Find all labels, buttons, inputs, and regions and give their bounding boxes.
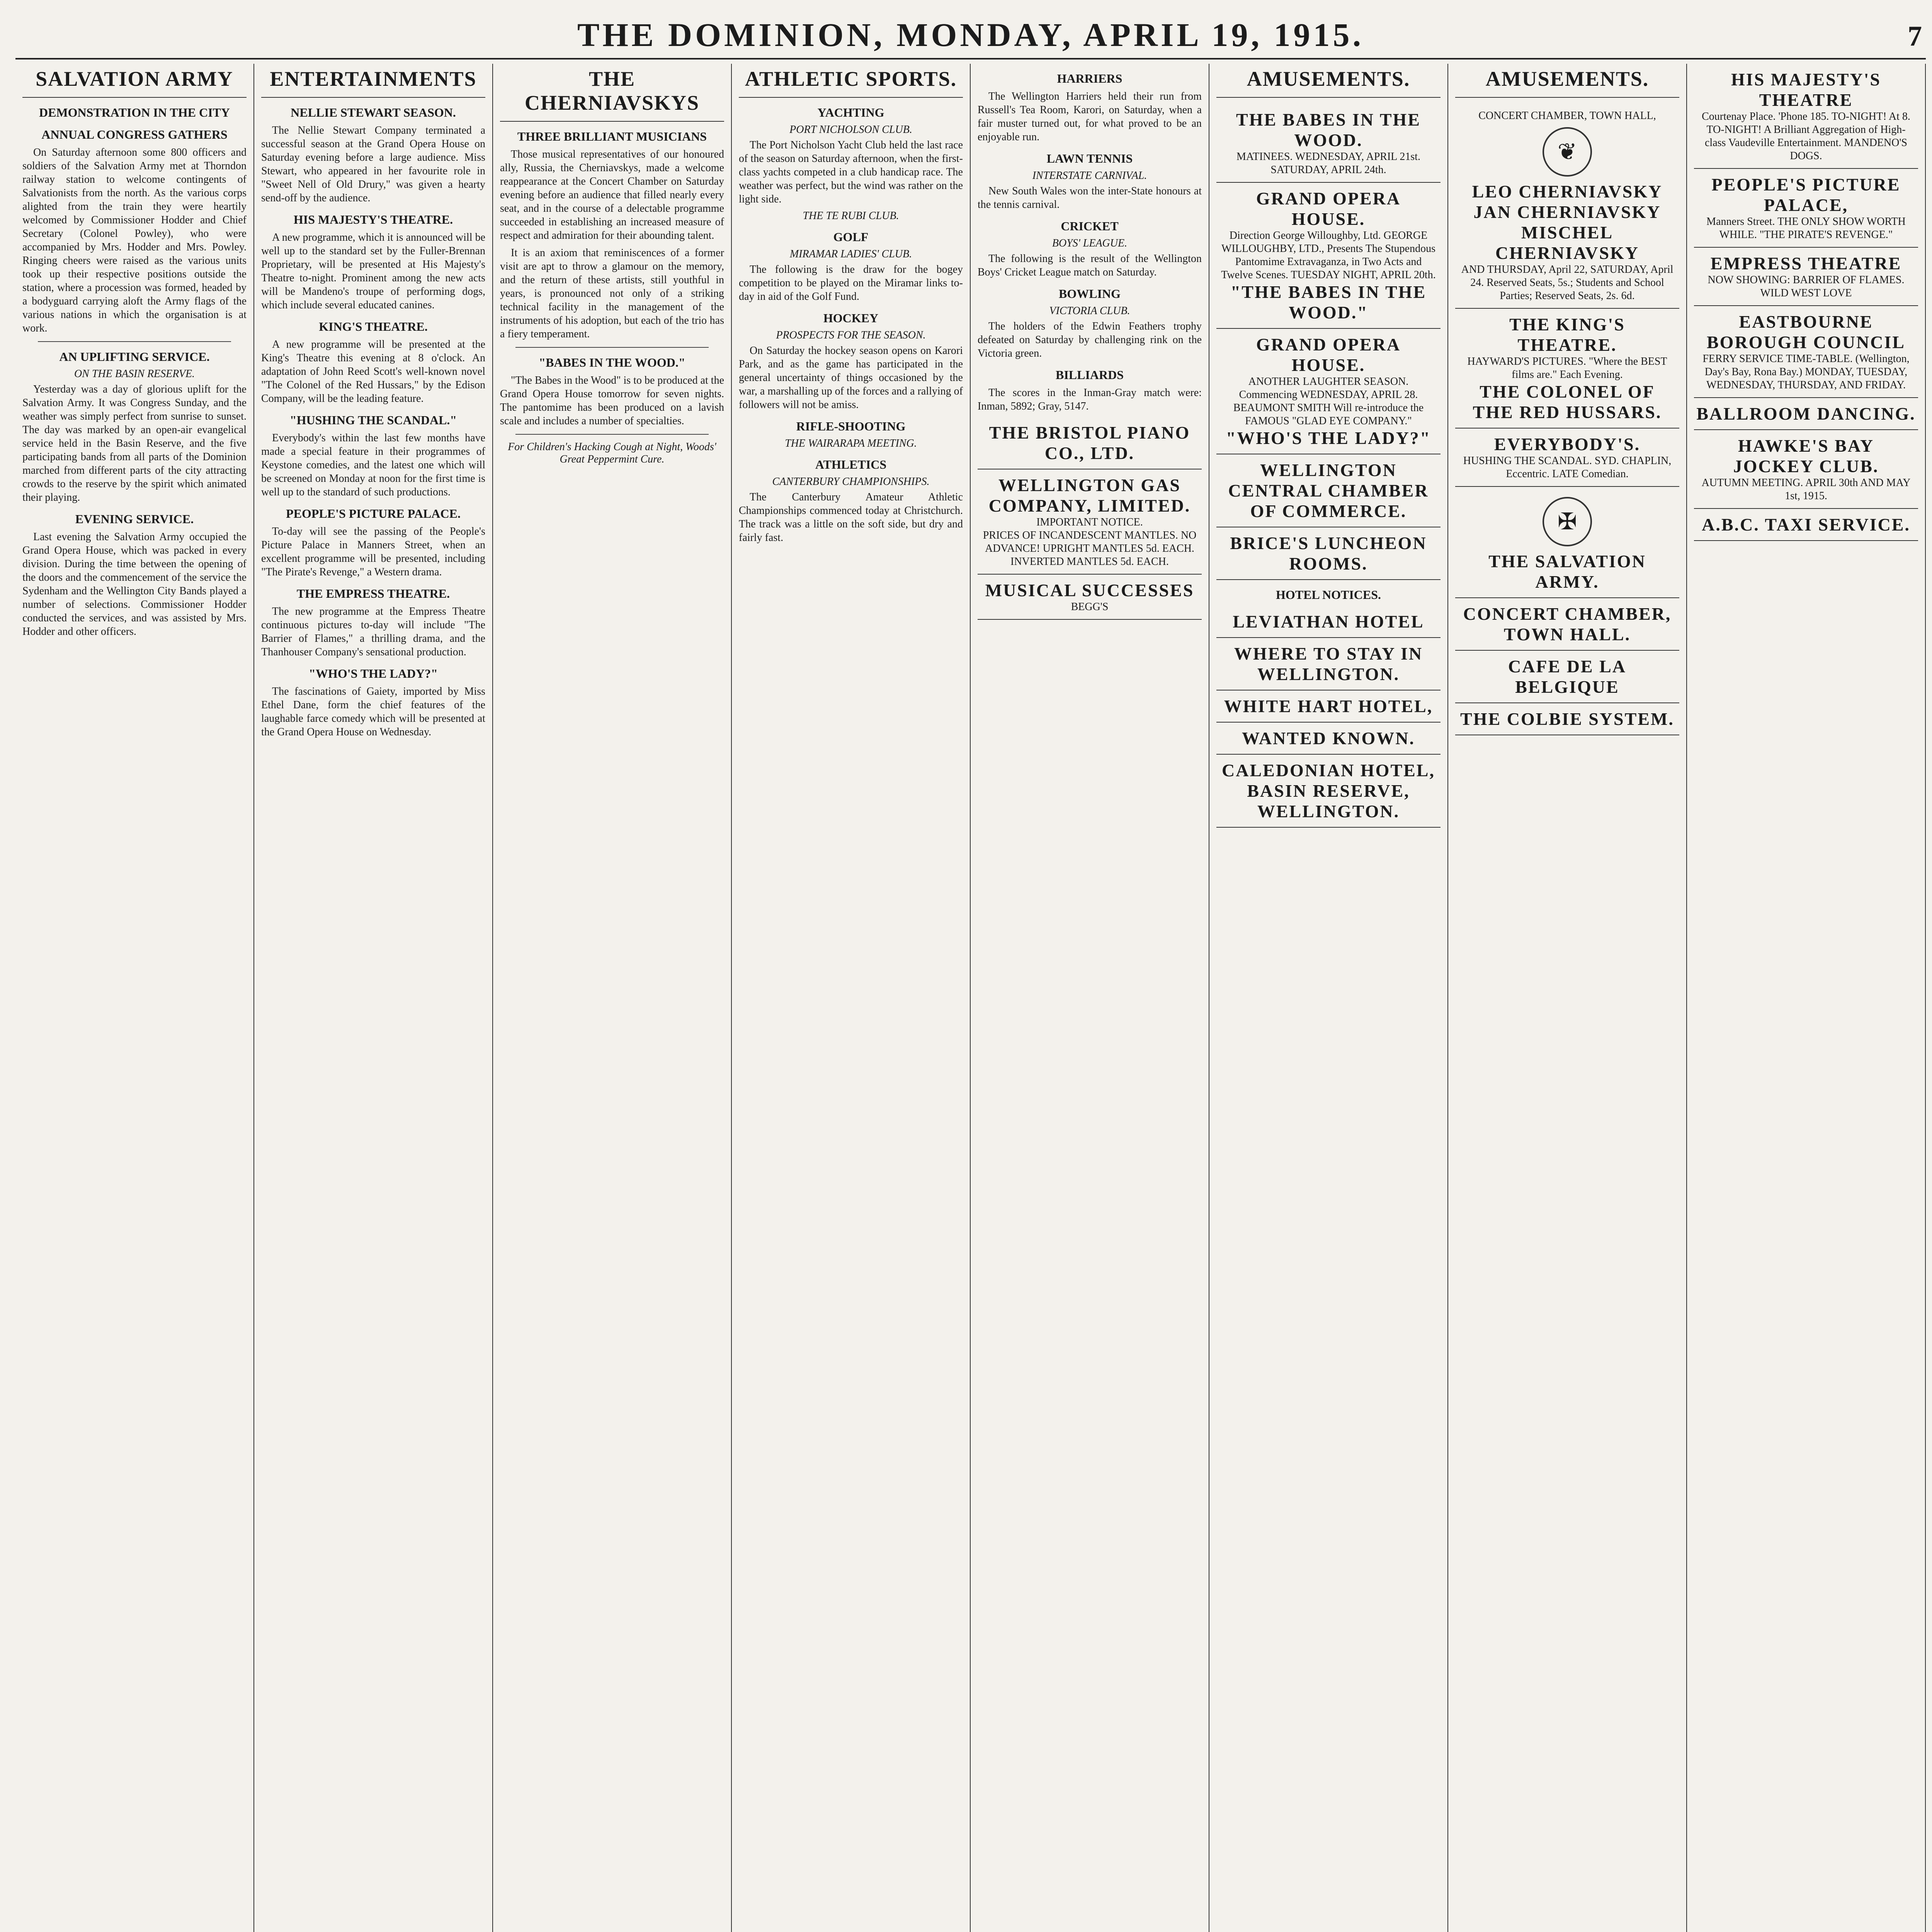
- advert-body: AND THURSDAY, April 22, SATURDAY, April 24. Reserved Seats, 5s.; Students and School Parties; Reserved Seats, 2s. 6d.: [1461, 264, 1673, 302]
- column-cherniavskys: [493, 64, 732, 1932]
- column-salvation-army: [15, 64, 254, 1932]
- subheading: NELLIE STEWART SEASON.: [291, 105, 456, 119]
- advert: [1455, 651, 1679, 703]
- subheading: BILLIARDS: [1055, 368, 1124, 382]
- article-paragraph: To-day will see the passing of the People's Picture Palace in Manners Street, when an excellent programme will be presented, including "The Pirate's Revenge," a Western drama.: [261, 526, 485, 578]
- subheading: PORT NICHOLSON CLUB.: [789, 124, 912, 136]
- advert-body: Courtenay Place. 'Phone 185. TO-NIGHT! At 8. TO-NIGHT! A Brilliant Aggregation of High-class Vaudeville Entertainment. MANDENO'S DOGS.: [1702, 111, 1910, 162]
- advert: [1216, 638, 1440, 690]
- column-sports-continued: [971, 64, 1209, 1932]
- advert-title: "THE BABES IN THE WOOD.": [1230, 282, 1427, 322]
- advert-title: WELLINGTON GAS COMPANY, LIMITED.: [988, 475, 1191, 515]
- subheading: THE EMPRESS THEATRE.: [296, 587, 450, 600]
- article-paragraph: Yesterday was a day of glorious uplift for the Salvation Army. It was Congress Sunday, and the weather was simply perfect from sunrise to sunset. The day was marked by an open-air evangelical service held in the Basin Reserve, and the five participating bands from all parts of the Dominion marched from different parts of the city attracting crowds to the reserve by the spirit which animated their playing.: [22, 383, 247, 503]
- advert-title: CALEDONIAN HOTEL, BASIN RESERVE, WELLINGTON.: [1222, 760, 1435, 821]
- advert-title: BRICE'S LUNCHEON ROOMS.: [1230, 533, 1427, 573]
- advert: [1694, 248, 1918, 306]
- advert-subtitle: BEGG'S: [1071, 601, 1109, 613]
- advert-title: WANTED KNOWN.: [1242, 728, 1415, 748]
- subheading: RIFLE-SHOOTING: [796, 419, 906, 433]
- article-paragraph: Those musical representatives of our honoured ally, Russia, the Cherniavskys, made a welcome reappearance at the Concert Chamber on Saturday evening before an audience that filled nearly every seat, and in the course of a delectable programme succeeded in establishing an increased measure of respect and admiration for their abounding talent.: [500, 148, 724, 242]
- advert-title: THE COLONEL OF THE RED HUSSARS.: [1473, 382, 1662, 422]
- section-heading: AMUSEMENTS.: [1216, 64, 1440, 98]
- subheading: LAWN TENNIS: [1046, 151, 1133, 165]
- subheading: ON THE BASIN RESERVE.: [74, 368, 195, 380]
- subheading: AN UPLIFTING SERVICE.: [59, 350, 210, 364]
- advert-body: HUSHING THE SCANDAL. SYD. CHAPLIN, Eccentric. LATE Comedian.: [1463, 455, 1672, 480]
- subheading: ANNUAL CONGRESS GATHERS: [41, 128, 228, 141]
- advert-title: LEVIATHAN HOTEL: [1233, 612, 1424, 631]
- advert: [1455, 703, 1679, 735]
- article-paragraph: On Saturday afternoon some 800 officers and soldiers of the Salvation Army met at Thorndon railway station to welcome contingents of Salvationists from the north. As the various corps alighted from the train they were heartily welcomed by Commissioner Hodder and Chief Secretary (Colonel Powley), who were accompanied by Mrs. Hodder and Mrs. Powley. Ringing cheers were raised as the various units took up their respective positions outside the station, where a procession was formed, headed by a bodyguard carrying aloft the Army flags of the various nations in which the organisation is at work.: [22, 146, 247, 334]
- column-amusements-1: [1209, 64, 1448, 1932]
- advert: [1216, 527, 1440, 580]
- subheading: GOLF: [833, 230, 869, 244]
- subheading: "WHO'S THE LADY?": [309, 667, 438, 680]
- advert-title: EASTBOURNE BOROUGH COUNCIL: [1707, 312, 1905, 352]
- article-paragraph: The Canterbury Amateur Athletic Championships commenced today at Christchurch. The track was a little on the soft side, but dry and fairly fast.: [739, 491, 963, 544]
- advert: [1216, 723, 1440, 755]
- subheading: "BABES IN THE WOOD.": [539, 355, 685, 369]
- divider: [38, 341, 231, 342]
- column-amusements-3: [1687, 64, 1926, 1932]
- advert: [1694, 398, 1918, 430]
- advert-title: EMPRESS THEATRE: [1710, 253, 1902, 273]
- advert-body: AUTUMN MEETING. APRIL 30th AND MAY 1st, 1915.: [1701, 477, 1911, 502]
- subheading: DEMONSTRATION IN THE CITY: [39, 105, 230, 119]
- section-heading: THE CHERNIAVSKYS: [500, 64, 724, 122]
- advert-title: GRAND OPERA HOUSE.: [1256, 335, 1401, 375]
- page-number: 7: [1908, 20, 1922, 52]
- subheading: VICTORIA CLUB.: [1049, 305, 1130, 317]
- advert-body: ANOTHER LAUGHTER SEASON. Commencing WEDNESDAY, APRIL 28. BEAUMONT SMITH Will re-introduce the FAMOUS "GLAD EYE COMPANY.": [1233, 376, 1424, 427]
- subheading: PROSPECTS FOR THE SEASON.: [776, 329, 926, 341]
- salvation-army-crest-icon: ✠: [1543, 497, 1592, 546]
- advert: [1216, 183, 1440, 329]
- advert: [1216, 606, 1440, 638]
- advert: [1694, 509, 1918, 541]
- advert-title: GRAND OPERA HOUSE.: [1256, 189, 1401, 229]
- advert: [1216, 755, 1440, 828]
- subheading: CANTERBURY CHAMPIONSHIPS.: [772, 476, 930, 488]
- advert-title: "WHO'S THE LADY?": [1226, 428, 1431, 448]
- advert-body: NOW SHOWING: BARRIER OF FLAMES. WILD WEST LOVE: [1708, 274, 1905, 299]
- page-title: THE DOMINION, MONDAY, APRIL 19, 1915.: [577, 16, 1364, 53]
- article-paragraph: The fascinations of Gaiety, imported by Miss Ethel Dane, form the chief features of the laughable farce comedy which will be presented at the Grand Opera House on Wednesday.: [261, 685, 485, 738]
- advert: [1455, 429, 1679, 487]
- article-paragraph: Last evening the Salvation Army occupied the Grand Opera House, which was packed in every division. During the time between the opening of the doors and the commencement of the service the Sydenham and the Wellington City Bands played a number of selections. Commissioner Hodder conducted the services, and was assisted by Mrs. Hodder and other officers.: [22, 531, 247, 638]
- advert: [1216, 329, 1440, 454]
- advert-musical-successes: [978, 575, 1202, 620]
- subheading: "HUSHING THE SCANDAL.": [289, 413, 457, 427]
- subheading: EVENING SERVICE.: [75, 512, 194, 526]
- advert-title: THE BRISTOL PIANO CO., LTD.: [989, 423, 1190, 463]
- subheading: KING'S THEATRE.: [319, 320, 428, 333]
- advert-subtitle: IMPORTANT NOTICE.: [1036, 516, 1143, 528]
- column-athletic-sports: [732, 64, 971, 1932]
- subheading: MIRAMAR LADIES' CLUB.: [789, 248, 912, 260]
- advert-title: PEOPLE'S PICTURE PALACE,: [1711, 175, 1901, 215]
- advert-title: HIS MAJESTY'S THEATRE: [1731, 70, 1881, 110]
- advert-title: THE KING'S THEATRE.: [1509, 315, 1625, 355]
- article-paragraph: The holders of the Edwin Feathers trophy defeated on Saturday by challenging rink on the Victoria green.: [978, 320, 1202, 359]
- subheading: THE WAIRARAPA MEETING.: [785, 437, 917, 449]
- article-paragraph: The following is the draw for the bogey competition to be played on the Miramar links to-day in aid of the Golf Fund.: [739, 264, 963, 303]
- advert: [1455, 309, 1679, 429]
- article-paragraph: A new programme, which it is announced will be well up to the standard set by the Fuller-Brennan Proprietary, will be presented at His Majesty's Theatre to-night. Prominent among the new acts will be Mandeno's troupe of performing dogs, which include several educated canines.: [261, 231, 485, 311]
- advert-subtitle: CONCERT CHAMBER, TOWN HALL,: [1478, 110, 1656, 122]
- advert-gas-company: [978, 469, 1202, 575]
- advert-body: HAYWARD'S PICTURES. "Where the BEST films are." Each Evening.: [1467, 355, 1667, 381]
- subheading: INTERSTATE CARNIVAL.: [1032, 170, 1147, 182]
- advert: [1694, 64, 1918, 169]
- advert-title: THE COLBIE SYSTEM.: [1460, 709, 1674, 729]
- subheading: CRICKET: [1061, 219, 1119, 233]
- advert-body: FERRY SERVICE TIME-TABLE. (Wellington, Day's Bay, Rona Bay.) MONDAY, TUESDAY, WEDNESDAY, THURSDAY, AND FRIDAY.: [1702, 353, 1910, 391]
- section-heading: AMUSEMENTS.: [1455, 64, 1679, 98]
- advert: [1455, 598, 1679, 651]
- section-heading: ATHLETIC SPORTS.: [739, 64, 963, 98]
- advert-title: WHERE TO STAY IN WELLINGTON.: [1234, 644, 1423, 684]
- advert-title: LEO CHERNIAVSKY JAN CHERNIAVSKY MISCHEL CHERNIAVSKY: [1472, 182, 1663, 263]
- article-paragraph: A new programme will be presented at the King's Theatre this evening at 8 o'clock. An adaptation of John Reed Scott's well-known novel "The Colonel of the Red Hussars," by the Edison Company, will be the leading feature.: [261, 338, 485, 405]
- advert-title: WELLINGTON CENTRAL CHAMBER OF COMMERCE.: [1228, 460, 1429, 521]
- advert-title: HAWKE'S BAY JOCKEY CLUB.: [1733, 436, 1879, 476]
- advert: [1216, 104, 1440, 183]
- subheading: THE TE RUBI CLUB.: [803, 210, 899, 222]
- advert-line: For Children's Hacking Cough at Night, Woods' Great Peppermint Cure.: [508, 441, 716, 465]
- advert-body: Direction George Willoughby, Ltd. GEORGE WILLOUGHBY, LTD., Presents The Stupendous Pantomime Extravaganza, in Two Acts and Twelve Scenes. TUESDAY NIGHT, APRIL 20th.: [1221, 230, 1436, 281]
- columns: [15, 64, 1926, 1932]
- article-paragraph: Everybody's within the last few months have made a special feature in their programmes of Keystone comedies, and the latest one which will be screened on Monday at noon for the first time is well up to the standard of such productions.: [261, 432, 485, 498]
- divider: [515, 434, 709, 435]
- advert: [1694, 306, 1918, 398]
- advert: [1694, 430, 1918, 509]
- subheading: HIS MAJESTY'S THEATRE.: [293, 213, 453, 226]
- article-paragraph: The Nellie Stewart Company terminated a successful season at the Grand Opera House on Saturday evening before a large audience. Miss Stewart, who appeared in her favourite role in "Sweet Nell of Old Drury," was given a hearty send-off by the audience.: [261, 124, 485, 204]
- article-paragraph: The scores in the Inman-Gray match were: Inman, 5892; Gray, 5147.: [978, 387, 1202, 412]
- advert: [1694, 169, 1918, 248]
- newspaper-page: [15, 12, 1926, 1932]
- subheading: THREE BRILLIANT MUSICIANS: [517, 129, 707, 143]
- divider: [515, 347, 709, 348]
- advert-body: MATINEES. WEDNESDAY, APRIL 21st. SATURDAY, APRIL 24th.: [1236, 151, 1421, 176]
- advert-cherniavsky-concert: [1455, 104, 1679, 309]
- article-paragraph: New South Wales won the inter-State honours at the tennis carnival.: [978, 185, 1202, 211]
- column-entertainments: [254, 64, 493, 1932]
- subheading: PEOPLE'S PICTURE PALACE.: [286, 507, 461, 520]
- subheading: ATHLETICS: [815, 457, 887, 471]
- advert-title: BALLROOM DANCING.: [1696, 404, 1916, 423]
- section-heading: ENTERTAINMENTS: [261, 64, 485, 98]
- article-paragraph: The Port Nicholson Yacht Club held the last race of the season on Saturday afternoon, when the first-class yachts competed in a club handicap race. The weather was perfect, but the wind was rather on the light side.: [739, 139, 963, 205]
- section-heading: SALVATION ARMY: [22, 64, 247, 98]
- advert: [1216, 454, 1440, 527]
- advert-title: CAFE DE LA BELGIQUE: [1508, 656, 1627, 697]
- subheading: BOYS' LEAGUE.: [1052, 237, 1128, 249]
- article-paragraph: On Saturday the hockey season opens on Karori Park, and as the game has participated in the general uncertainty of things occasioned by the war, a marshalling up of the forces and a rallying of followers will not be amiss.: [739, 345, 963, 411]
- advert-title: THE BABES IN THE WOOD.: [1236, 110, 1421, 150]
- subheading: HARRIERS: [1057, 71, 1122, 85]
- advert-bristol-piano: [978, 417, 1202, 469]
- article-paragraph: The new programme at the Empress Theatre continuous pictures to-day will include "The Barrier of Flames," a thrilling drama, and the Thanhouser Company's sensational production.: [261, 605, 485, 658]
- eagle-crest-icon: ❦: [1543, 127, 1592, 177]
- advert: [1455, 487, 1679, 598]
- advert-title: CONCERT CHAMBER, TOWN HALL.: [1463, 604, 1672, 644]
- subheading: BOWLING: [1058, 287, 1121, 301]
- article-paragraph: The following is the result of the Wellington Boys' Cricket League match on Saturday.: [978, 253, 1202, 278]
- subheading: HOTEL NOTICES.: [1276, 588, 1381, 602]
- article-paragraph: "The Babes in the Wood" is to be produced at the Grand Opera House tomorrow for seven nights. The pantomime has been produced on a lavish scale and includes a number of specialties.: [500, 374, 724, 427]
- subheading: YACHTING: [817, 105, 884, 119]
- advert-title: EVERYBODY'S.: [1494, 434, 1641, 454]
- advert-title: MUSICAL SUCCESSES: [985, 580, 1194, 600]
- advert-title: WHITE HART HOTEL,: [1224, 696, 1433, 716]
- masthead: [15, 12, 1926, 60]
- article-paragraph: The Wellington Harriers held their run from Russell's Tea Room, Karori, on Saturday, when a fair muster turned out, for what proved to be an enjoyable run.: [978, 90, 1202, 143]
- advert-title: THE SALVATION ARMY.: [1488, 551, 1646, 592]
- advert-title: A.B.C. TAXI SERVICE.: [1702, 515, 1910, 534]
- article-paragraph: It is an axiom that reminiscences of a former visit are apt to throw a glamour on the memory, and the return of these artists, still youthful in years, is pronounced not only of a striking technical facility in the management of the instruments of his adoption, but each of the trio has a fiery temperament.: [500, 247, 724, 340]
- advert-body: Manners Street. THE ONLY SHOW WORTH WHILE. "THE PIRATE'S REVENGE.": [1706, 216, 1906, 241]
- column-amusements-2: [1448, 64, 1687, 1932]
- advert: [1216, 690, 1440, 723]
- subheading: HOCKEY: [823, 311, 879, 325]
- advert-body: PRICES OF INCANDESCENT MANTLES. NO ADVANCE! UPRIGHT MANTLES 5d. EACH. INVERTED MANTLES 5d. EACH.: [983, 529, 1197, 568]
